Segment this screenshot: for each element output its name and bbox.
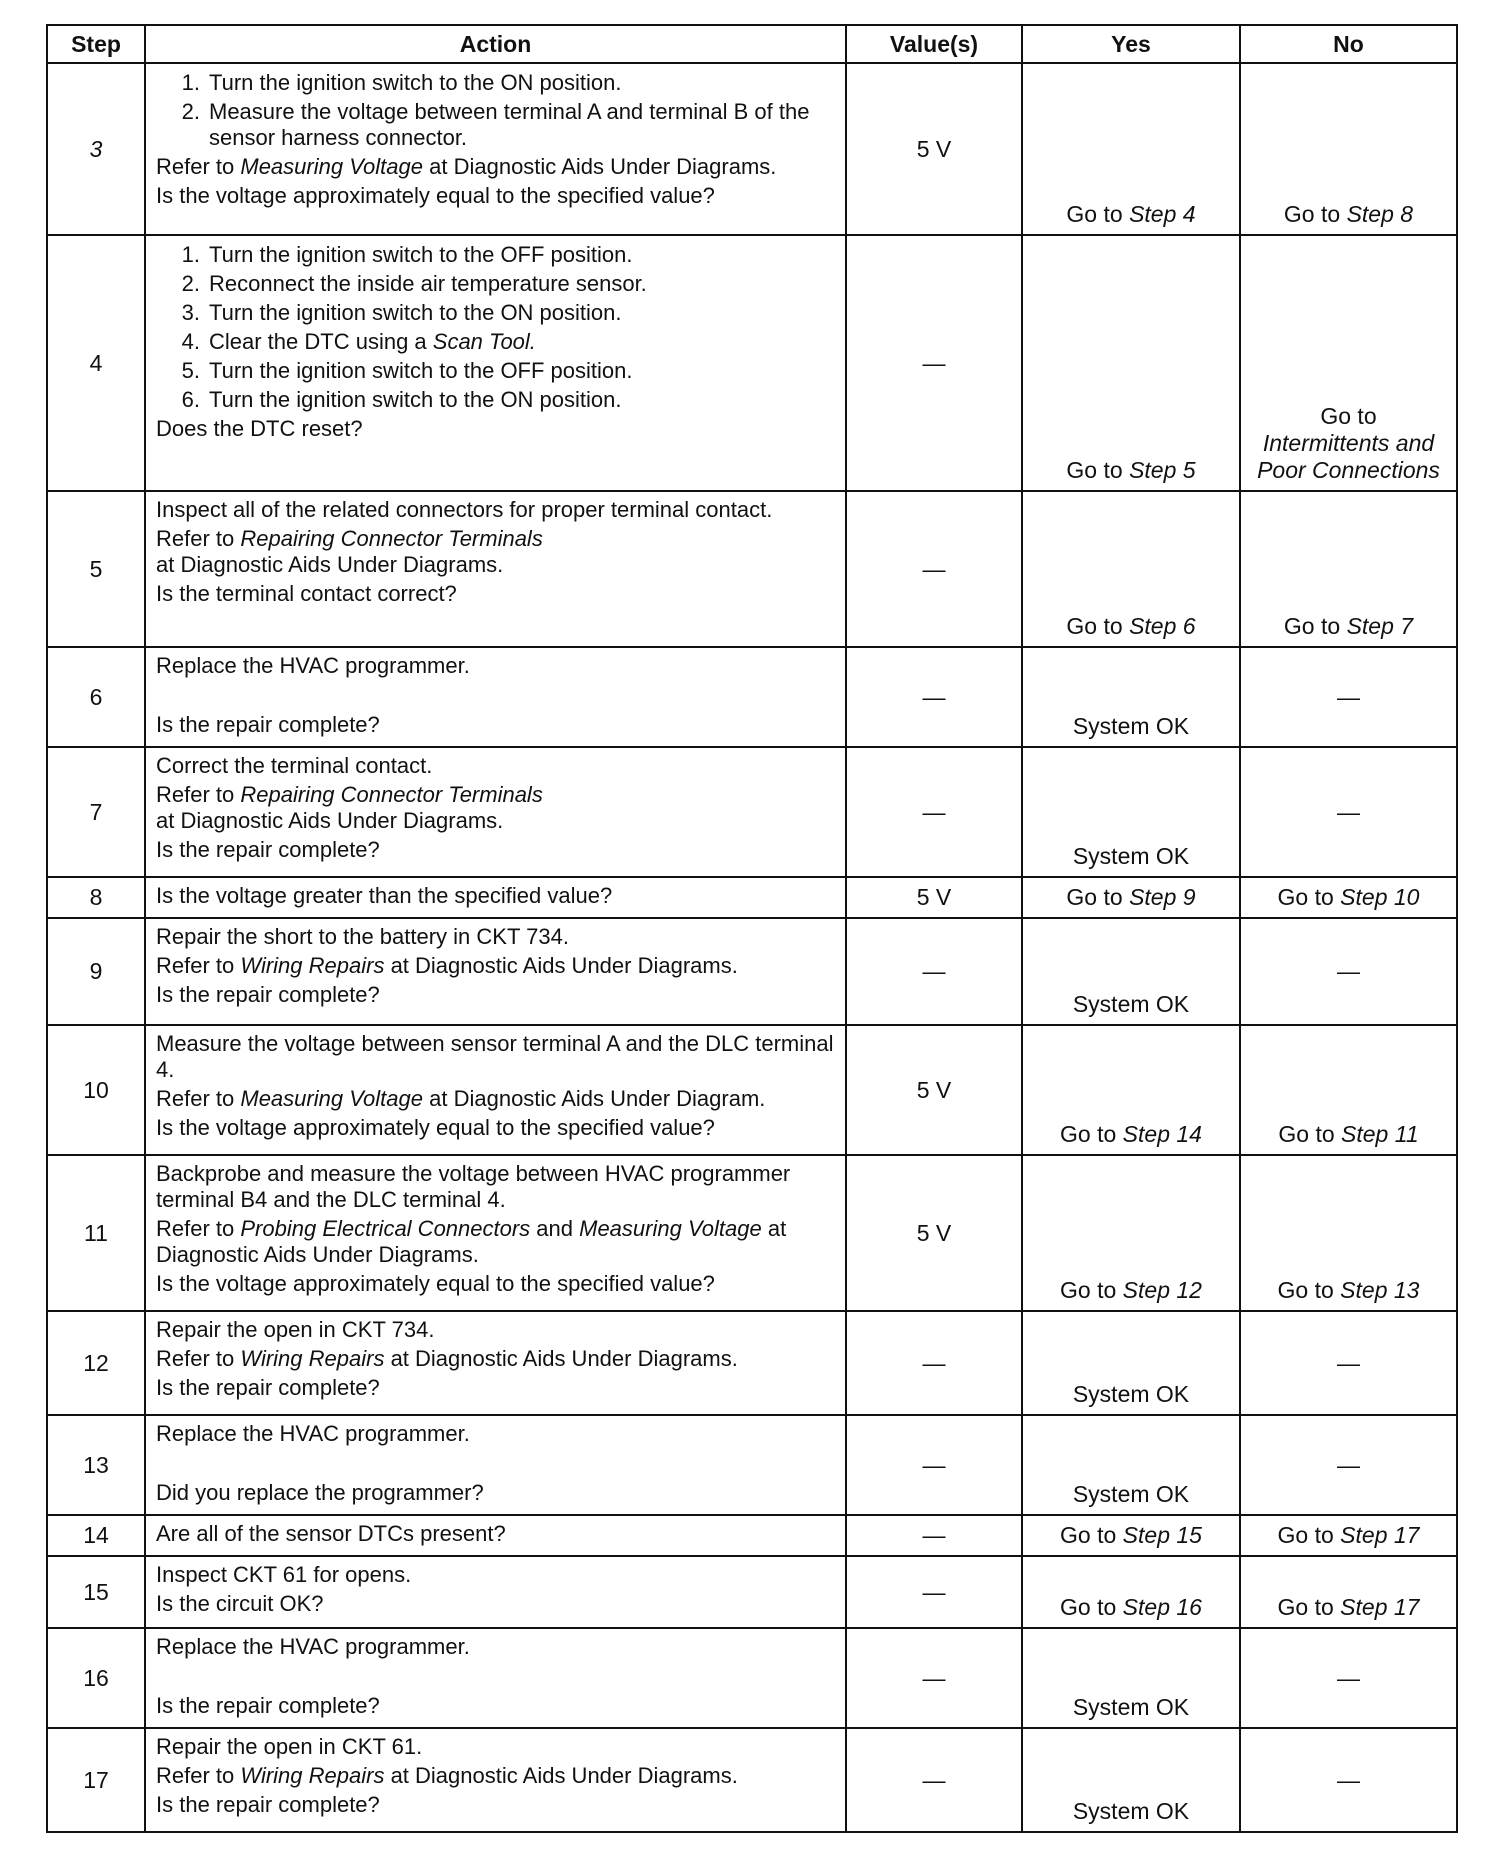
substep: 3. Turn the ignition switch to the ON position.	[181, 300, 622, 325]
table-row	[47, 1025, 1457, 1155]
no-cell: —	[1240, 1415, 1457, 1515]
action-text: Repair the short to the battery in CKT 734.	[156, 924, 569, 949]
question-text: Is the repair complete?	[156, 1693, 380, 1718]
question-text: Are all of the sensor DTCs present?	[156, 1521, 506, 1546]
reference-line: Refer to Measuring Voltage at Diagnostic Aids Under Diagram.	[156, 1086, 766, 1111]
table-row	[47, 647, 1457, 747]
action-text: Replace the HVAC programmer.	[156, 653, 470, 678]
table-row	[47, 918, 1457, 1025]
yes-cell: System OK	[1022, 647, 1240, 747]
value-cell: —	[846, 1311, 1022, 1415]
yes-cell: System OK	[1022, 1415, 1240, 1515]
value-cell: —	[846, 747, 1022, 877]
action-cell	[145, 1155, 846, 1311]
action-cell	[145, 63, 846, 235]
no-cell: Go to Step 8	[1240, 63, 1457, 235]
substep: 6. Turn the ignition switch to the ON position.	[181, 387, 622, 412]
question-text: Did you replace the programmer?	[156, 1480, 484, 1505]
question-text: Does the DTC reset?	[156, 416, 363, 441]
no-cell: —	[1240, 647, 1457, 747]
header-no: No	[1240, 25, 1457, 63]
table-row	[47, 747, 1457, 877]
question-text: Is the terminal contact correct?	[156, 581, 457, 606]
table-row	[47, 1628, 1457, 1728]
step-number: 11	[47, 1155, 145, 1311]
substep: 1. Turn the ignition switch to the ON position.	[181, 70, 622, 95]
no-cell: Go to Step 13	[1240, 1155, 1457, 1311]
value-cell: —	[846, 1556, 1022, 1628]
no-cell: Go to Step 17	[1240, 1556, 1457, 1628]
step-number: 3	[47, 63, 145, 235]
substep: 1. Turn the ignition switch to the OFF position.	[181, 242, 633, 267]
table-row	[47, 1515, 1457, 1556]
header-values: Value(s)	[846, 25, 1022, 63]
action-text: Inspect CKT 61 for opens.	[156, 1562, 412, 1587]
step-number: 14	[47, 1515, 145, 1556]
no-cell: Go to Step 7	[1240, 491, 1457, 647]
action-text: Correct the terminal contact.	[156, 753, 433, 778]
yes-cell: Go to Step 15	[1022, 1515, 1240, 1556]
action-text: Replace the HVAC programmer.	[156, 1421, 470, 1446]
yes-cell: Go to Step 5	[1022, 235, 1240, 491]
action-cell	[145, 647, 846, 747]
action-cell	[145, 877, 846, 918]
question-text: Is the repair complete?	[156, 1375, 380, 1400]
action-cell	[145, 1415, 846, 1515]
no-cell: Go to Intermittents and Poor Connections	[1240, 235, 1457, 491]
header-step: Step	[47, 25, 145, 63]
value-cell: —	[846, 1628, 1022, 1728]
value-cell: —	[846, 235, 1022, 491]
table-row	[47, 235, 1457, 491]
yes-cell: System OK	[1022, 1728, 1240, 1832]
value-cell: —	[846, 647, 1022, 747]
no-cell: Go to Step 17	[1240, 1515, 1457, 1556]
diagnostic-table	[46, 24, 1458, 1833]
substep: 2. Reconnect the inside air temperature sensor.	[181, 271, 647, 296]
value-cell: —	[846, 491, 1022, 647]
value-cell: 5 V	[846, 1155, 1022, 1311]
action-cell	[145, 1556, 846, 1628]
action-text: Repair the open in CKT 734.	[156, 1317, 435, 1342]
action-cell	[145, 1311, 846, 1415]
header-row	[47, 25, 1457, 63]
table-row	[47, 1155, 1457, 1311]
step-number: 13	[47, 1415, 145, 1515]
step-number: 17	[47, 1728, 145, 1832]
yes-cell: System OK	[1022, 1628, 1240, 1728]
question-text: Is the repair complete?	[156, 982, 380, 1007]
action-cell	[145, 491, 846, 647]
question-text: Is the repair complete?	[156, 712, 380, 737]
table-row	[47, 491, 1457, 647]
header-action: Action	[145, 25, 846, 63]
action-text: Measure the voltage between sensor terminal A and the DLC terminal 4.	[156, 1031, 834, 1082]
action-cell	[145, 1628, 846, 1728]
table-row	[47, 1728, 1457, 1832]
value-cell: 5 V	[846, 63, 1022, 235]
value-cell: —	[846, 1728, 1022, 1832]
header-yes: Yes	[1022, 25, 1240, 63]
step-number: 4	[47, 235, 145, 491]
no-cell: Go to Step 10	[1240, 877, 1457, 918]
table-row	[47, 1415, 1457, 1515]
reference-line: Refer to Wiring Repairs at Diagnostic Aids Under Diagrams.	[156, 1346, 738, 1371]
question-text: Is the voltage approximately equal to the specified value?	[156, 1115, 715, 1140]
action-text: Repair the open in CKT 61.	[156, 1734, 423, 1759]
step-number: 7	[47, 747, 145, 877]
action-cell	[145, 235, 846, 491]
diagnostic-table-document	[46, 24, 1456, 1833]
no-cell: —	[1240, 1628, 1457, 1728]
step-number: 10	[47, 1025, 145, 1155]
no-cell: Go to Step 11	[1240, 1025, 1457, 1155]
value-cell: 5 V	[846, 1025, 1022, 1155]
table-row	[47, 63, 1457, 235]
substep: 2. Measure the voltage between terminal A and terminal B of the sensor harness connector.	[181, 99, 810, 150]
action-cell	[145, 747, 846, 877]
action-cell	[145, 1025, 846, 1155]
step-number: 5	[47, 491, 145, 647]
no-cell: —	[1240, 1311, 1457, 1415]
step-number: 15	[47, 1556, 145, 1628]
question-text: Is the repair complete?	[156, 837, 380, 862]
step-number: 12	[47, 1311, 145, 1415]
value-cell: —	[846, 918, 1022, 1025]
value-cell: 5 V	[846, 877, 1022, 918]
yes-cell: Go to Step 6	[1022, 491, 1240, 647]
yes-cell: Go to Step 14	[1022, 1025, 1240, 1155]
no-cell: —	[1240, 747, 1457, 877]
reference-line: Refer to Measuring Voltage at Diagnostic Aids Under Diagrams.	[156, 154, 777, 179]
action-cell	[145, 918, 846, 1025]
step-number: 6	[47, 647, 145, 747]
yes-cell: Go to Step 9	[1022, 877, 1240, 918]
reference-line: Refer to Probing Electrical Connectors and Measuring Voltage at Diagnostic Aids Under Diagrams.	[156, 1216, 787, 1267]
yes-cell: System OK	[1022, 918, 1240, 1025]
step-number: 16	[47, 1628, 145, 1728]
question-text: Is the voltage approximately equal to the specified value?	[156, 183, 715, 208]
table-row	[47, 877, 1457, 918]
action-text: Backprobe and measure the voltage between HVAC programmer terminal B4 and the DLC terminal 4.	[156, 1161, 791, 1212]
step-number: 9	[47, 918, 145, 1025]
action-cell	[145, 1728, 846, 1832]
question-text: Is the voltage approximately equal to the specified value?	[156, 1271, 715, 1296]
value-cell: —	[846, 1415, 1022, 1515]
question-text: Is the circuit OK?	[156, 1591, 324, 1616]
action-text: Inspect all of the related connectors for proper terminal contact.	[156, 497, 773, 522]
action-text: Replace the HVAC programmer.	[156, 1634, 470, 1659]
question-text: Is the repair complete?	[156, 1792, 380, 1817]
value-cell: —	[846, 1515, 1022, 1556]
yes-cell: System OK	[1022, 747, 1240, 877]
reference-line: Refer to Wiring Repairs at Diagnostic Aids Under Diagrams.	[156, 1763, 738, 1788]
reference-line: Refer to Wiring Repairs at Diagnostic Aids Under Diagrams.	[156, 953, 738, 978]
substep: 5. Turn the ignition switch to the OFF position.	[181, 358, 633, 383]
step-number: 8	[47, 877, 145, 918]
no-cell: —	[1240, 1728, 1457, 1832]
reference-line: Refer to Repairing Connector Terminals at Diagnostic Aids Under Diagrams.	[156, 782, 543, 833]
yes-cell: System OK	[1022, 1311, 1240, 1415]
no-cell: —	[1240, 918, 1457, 1025]
reference-line: Refer to Repairing Connector Terminals at Diagnostic Aids Under Diagrams.	[156, 526, 543, 577]
action-cell	[145, 1515, 846, 1556]
yes-cell: Go to Step 16	[1022, 1556, 1240, 1628]
substep: 4. Clear the DTC using a Scan Tool.	[181, 329, 536, 354]
table-row	[47, 1556, 1457, 1628]
yes-cell: Go to Step 4	[1022, 63, 1240, 235]
question-text: Is the voltage greater than the specified value?	[156, 883, 613, 908]
table-row	[47, 1311, 1457, 1415]
yes-cell: Go to Step 12	[1022, 1155, 1240, 1311]
